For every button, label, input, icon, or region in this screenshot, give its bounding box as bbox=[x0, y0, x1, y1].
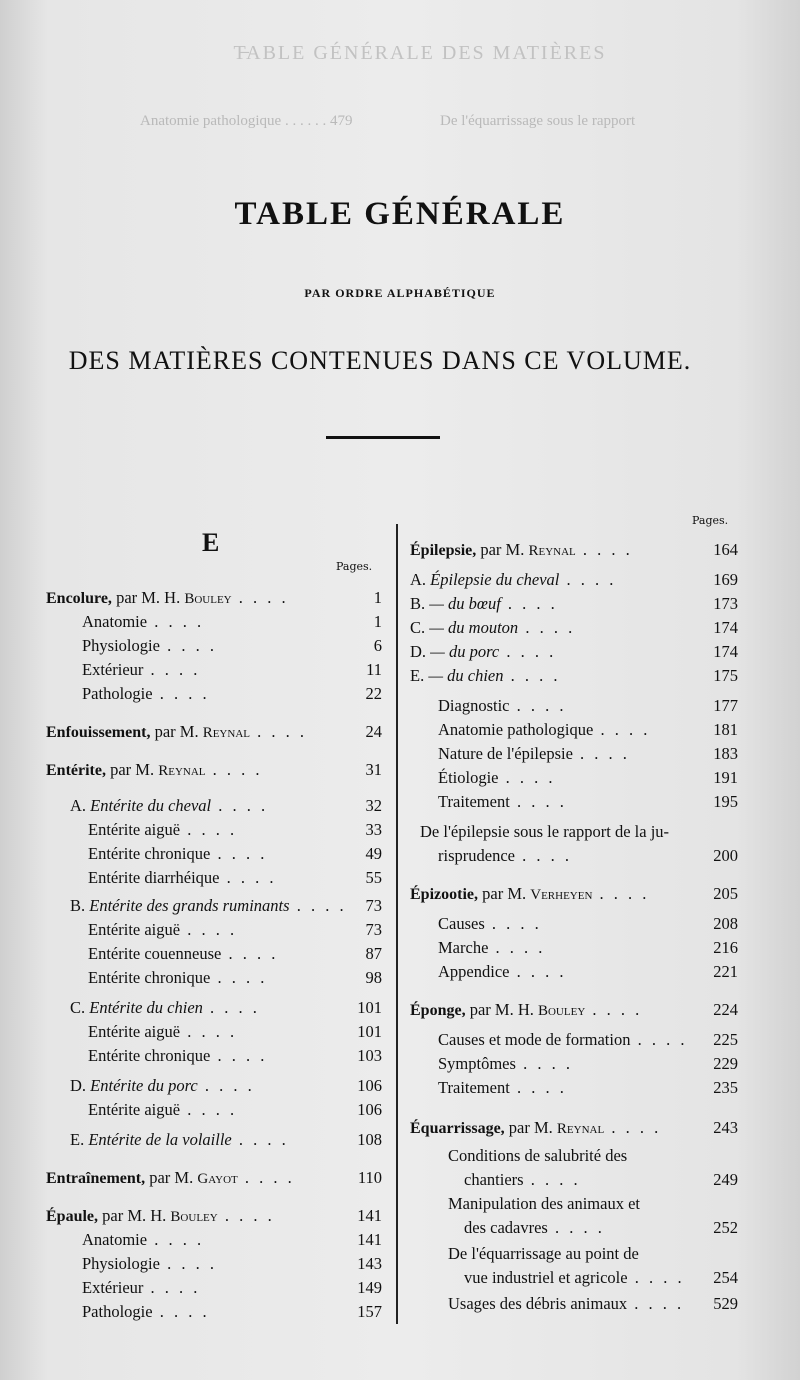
entry-text: Anatomie bbox=[82, 612, 148, 631]
leader-dots: . . . . bbox=[509, 696, 567, 715]
page-number: 141 bbox=[357, 1230, 382, 1249]
page-number: 55 bbox=[365, 868, 382, 887]
right-index-entry bbox=[438, 914, 542, 934]
entry-text: Encolure, par M. H. Bouley bbox=[46, 588, 232, 607]
page-title: TABLE GÉNÉRALE bbox=[234, 196, 566, 232]
leader-dots: . . . . bbox=[143, 1278, 201, 1297]
page-number: 225 bbox=[713, 1030, 738, 1049]
pages-label-right: Pages. bbox=[692, 514, 729, 527]
right-index-entry bbox=[410, 594, 558, 614]
leader-dots: . . . . bbox=[593, 720, 651, 739]
page-number: 103 bbox=[357, 1046, 382, 1065]
page-number: 249 bbox=[713, 1170, 738, 1189]
page-number: 1 bbox=[373, 588, 382, 607]
leader-dots: . . . . bbox=[143, 660, 201, 679]
entry-text: Entérite chronique bbox=[88, 844, 211, 863]
leader-dots: . . . . bbox=[514, 846, 572, 865]
entry-text: A. Entérite du cheval bbox=[70, 796, 212, 815]
entry-text: Symptômes bbox=[438, 1054, 516, 1073]
entry-text: Épilepsie, par M. Reynal bbox=[410, 540, 576, 559]
entry-text: D. — du porc bbox=[410, 642, 500, 661]
page-number: 195 bbox=[713, 792, 738, 811]
entry-text: Entérite aiguë bbox=[88, 1100, 181, 1119]
entry-text: Causes et mode de formation bbox=[438, 1030, 631, 1049]
right-index-entry bbox=[438, 768, 556, 788]
page-number: 101 bbox=[357, 998, 382, 1017]
entry-text: Éponge, par M. H. Bouley bbox=[410, 1000, 586, 1019]
right-index-entry bbox=[438, 696, 567, 716]
entry-text: Entraînement, par M. Gayot bbox=[46, 1168, 238, 1187]
entry-text: De l'épilepsie sous le rapport de la ju- bbox=[420, 822, 670, 841]
entry-text: Pathologie bbox=[82, 684, 153, 703]
page-number: 49 bbox=[365, 844, 382, 863]
page-number: 177 bbox=[713, 696, 738, 715]
page-number: 174 bbox=[713, 618, 738, 637]
leader-dots: . . . . bbox=[205, 760, 263, 779]
leader-dots: . . . . bbox=[221, 944, 279, 963]
page-number: 229 bbox=[713, 1054, 738, 1073]
entry-text: Pathologie bbox=[82, 1302, 153, 1321]
entry-text: E. — du chien bbox=[410, 666, 504, 685]
page-subtitle: PAR ORDRE ALPHABÉTIQUE bbox=[304, 286, 496, 300]
page-number: 73 bbox=[365, 920, 382, 939]
page-number: 149 bbox=[357, 1278, 382, 1297]
leader-dots: . . . . bbox=[585, 1000, 643, 1019]
page-number: 106 bbox=[357, 1076, 382, 1095]
page-number: 174 bbox=[713, 642, 738, 661]
right-index-entry bbox=[410, 540, 633, 560]
page-number: 191 bbox=[713, 768, 738, 787]
entry-text: Traitement bbox=[438, 792, 510, 811]
leader-dots: . . . . bbox=[630, 1030, 688, 1049]
entry-text: B. — du bœuf bbox=[410, 594, 501, 613]
entry-text: Physiologie bbox=[82, 636, 160, 655]
entry-text: Causes bbox=[438, 914, 485, 933]
entry-text: Entérite chronique bbox=[88, 968, 211, 987]
leader-dots: . . . . bbox=[152, 1302, 210, 1321]
right-index-entry bbox=[438, 962, 566, 982]
page-number: 216 bbox=[713, 938, 738, 957]
page-number: 108 bbox=[357, 1130, 382, 1149]
page-number: 106 bbox=[357, 1100, 382, 1119]
leader-dots: . . . . bbox=[289, 896, 347, 915]
entry-text: Manipulation des animaux et bbox=[448, 1194, 640, 1213]
right-index-entry bbox=[410, 570, 616, 590]
page-number: 141 bbox=[357, 1206, 382, 1225]
leader-dots: . . . . bbox=[180, 920, 238, 939]
leader-dots: . . . . bbox=[503, 666, 561, 685]
leader-dots: . . . . bbox=[575, 540, 633, 559]
page-number: 24 bbox=[365, 722, 382, 741]
page-number: 6 bbox=[373, 636, 382, 655]
page-number: 33 bbox=[365, 820, 382, 839]
leader-dots: . . . . bbox=[202, 998, 260, 1017]
right-index-entry bbox=[438, 1078, 567, 1098]
right-index-entry bbox=[438, 744, 630, 764]
right-index-entry bbox=[464, 1268, 685, 1288]
page-number: 110 bbox=[357, 1168, 382, 1187]
leader-dots: . . . . bbox=[211, 796, 269, 815]
leader-dots: . . . . bbox=[627, 1268, 685, 1287]
entry-text: Épaule, par M. H. Bouley bbox=[46, 1206, 218, 1225]
entry-text: Enfouissement, par M. Reynal bbox=[46, 722, 250, 741]
entry-text: Entérite chronique bbox=[88, 1046, 211, 1065]
page-number: 164 bbox=[713, 540, 738, 559]
leader-dots: . . . . bbox=[515, 1054, 573, 1073]
page-number: 157 bbox=[357, 1302, 382, 1321]
leader-dots: . . . . bbox=[509, 1078, 567, 1097]
entry-text: Appendice bbox=[438, 962, 510, 981]
entry-text: De l'équarrissage au point de bbox=[448, 1244, 639, 1263]
entry-text: C. — du mouton bbox=[410, 618, 519, 637]
page-number: 224 bbox=[713, 1000, 738, 1019]
leader-dots: . . . . bbox=[627, 1294, 685, 1313]
entry-text: Anatomie bbox=[82, 1230, 148, 1249]
page-number: 254 bbox=[713, 1268, 738, 1287]
entry-text: B. Entérite des grands ruminants bbox=[70, 896, 290, 915]
leader-dots: . . . . bbox=[547, 1218, 605, 1237]
right-index-entry bbox=[438, 720, 650, 740]
page-number: 235 bbox=[713, 1078, 738, 1097]
page-number: 205 bbox=[713, 884, 738, 903]
right-index-entry bbox=[448, 1244, 639, 1264]
page-number: 101 bbox=[357, 1022, 382, 1041]
right-index-entry bbox=[420, 822, 669, 842]
leader-dots: . . . . bbox=[210, 844, 268, 863]
entry-text: Entérite aiguë bbox=[88, 920, 181, 939]
leader-dots: . . . . bbox=[231, 1130, 289, 1149]
page-number: 87 bbox=[365, 944, 382, 963]
right-index-entry bbox=[438, 1054, 573, 1074]
entry-text: C. Entérite du chien bbox=[70, 998, 203, 1017]
right-index-entry bbox=[410, 1000, 642, 1020]
page-number: 73 bbox=[365, 896, 382, 915]
entry-text: Équarrissage, par M. Reynal bbox=[410, 1118, 605, 1137]
page-number: 22 bbox=[365, 684, 382, 703]
leader-dots: . . . . bbox=[559, 570, 617, 589]
entry-text: E. Entérite de la volaille bbox=[70, 1130, 232, 1149]
section-letter: E bbox=[202, 528, 220, 557]
entry-text: Extérieur bbox=[82, 660, 144, 679]
right-index-entry bbox=[448, 1194, 640, 1214]
page-number: 208 bbox=[713, 914, 738, 933]
entry-text: Entérite, par M. Reynal bbox=[46, 760, 206, 779]
entry-text: Entérite aiguë bbox=[88, 1022, 181, 1041]
right-index-entry bbox=[448, 1294, 684, 1314]
entry-text: Diagnostic bbox=[438, 696, 510, 715]
page-number: 169 bbox=[713, 570, 738, 589]
leader-dots: . . . . bbox=[152, 684, 210, 703]
leader-dots: . . . . bbox=[180, 1022, 238, 1041]
leader-dots: . . . . bbox=[147, 1230, 205, 1249]
page-number: 32 bbox=[365, 796, 382, 815]
leader-dots: . . . . bbox=[219, 868, 277, 887]
leader-dots: . . . . bbox=[523, 1170, 581, 1189]
right-index-entry bbox=[438, 1030, 687, 1050]
entry-text: vue industriel et agricole bbox=[464, 1268, 628, 1287]
right-index-entry bbox=[464, 1170, 581, 1190]
leader-dots: . . . . bbox=[237, 1168, 295, 1187]
page-number: 173 bbox=[713, 594, 738, 613]
entry-text: Traitement bbox=[438, 1078, 510, 1097]
entry-text: D. Entérite du porc bbox=[70, 1076, 198, 1095]
page-number: 252 bbox=[713, 1218, 738, 1237]
entry-text: Physiologie bbox=[82, 1254, 160, 1273]
leader-dots: . . . . bbox=[210, 1046, 268, 1065]
page-number: 143 bbox=[357, 1254, 382, 1273]
show-through-header: T̶ABLE GÉNÉRALE DES MATIÈRES bbox=[233, 42, 607, 64]
leader-dots: . . . . bbox=[159, 1254, 217, 1273]
leader-dots: . . . . bbox=[498, 768, 556, 787]
right-index-entry bbox=[410, 1118, 661, 1138]
right-index-entry bbox=[438, 846, 572, 866]
pages-label-left: Pages. bbox=[336, 560, 373, 573]
leader-dots: . . . . bbox=[180, 820, 238, 839]
entry-text: risprudence bbox=[438, 846, 515, 865]
leader-dots: . . . . bbox=[488, 938, 546, 957]
leader-dots: . . . . bbox=[217, 1206, 275, 1225]
right-index-entry bbox=[410, 884, 649, 904]
entry-text: Conditions de salubrité des bbox=[448, 1146, 628, 1165]
page-number: 183 bbox=[713, 744, 738, 763]
leader-dots: . . . . bbox=[592, 884, 650, 903]
page-number: 200 bbox=[713, 846, 738, 865]
leader-dots: . . . . bbox=[499, 642, 557, 661]
right-index-entry bbox=[410, 666, 561, 686]
entry-text: Extérieur bbox=[82, 1278, 144, 1297]
page-number: 243 bbox=[713, 1118, 738, 1137]
show-through-text: Anatomie pathologique . . . . . . 479 bbox=[140, 113, 353, 129]
page-title-secondary: DES MATIÈRES CONTENUES DANS CE VOLUME. bbox=[68, 346, 692, 375]
page-number: 221 bbox=[713, 962, 738, 981]
entry-text: Nature de l'épilepsie bbox=[438, 744, 573, 763]
page-number: 175 bbox=[713, 666, 738, 685]
leader-dots: . . . . bbox=[159, 636, 217, 655]
entry-text: Anatomie pathologique bbox=[438, 720, 594, 739]
entry-text: Marche bbox=[438, 938, 489, 957]
leader-dots: . . . . bbox=[518, 618, 576, 637]
right-index-entry bbox=[438, 792, 567, 812]
leader-dots: . . . . bbox=[509, 792, 567, 811]
leader-dots: . . . . bbox=[509, 962, 567, 981]
page-number: 31 bbox=[365, 760, 382, 779]
entry-text: des cadavres bbox=[464, 1218, 548, 1237]
leader-dots: . . . . bbox=[231, 588, 289, 607]
page-number: 11 bbox=[366, 660, 382, 679]
leader-dots: . . . . bbox=[180, 1100, 238, 1119]
page-number: 1 bbox=[373, 612, 382, 631]
entry-text: Entérite aiguë bbox=[88, 820, 181, 839]
page-number: 98 bbox=[365, 968, 382, 987]
entry-text: Étiologie bbox=[438, 768, 499, 787]
leader-dots: . . . . bbox=[572, 744, 630, 763]
entry-text: chantiers bbox=[464, 1170, 524, 1189]
entry-text: A. Épilepsie du cheval bbox=[410, 570, 560, 589]
leader-dots: . . . . bbox=[500, 594, 558, 613]
page-number: 181 bbox=[713, 720, 738, 739]
entry-text: Entérite couenneuse bbox=[88, 944, 222, 963]
entry-text: Épizootie, par M. Verheyen bbox=[410, 884, 593, 903]
leader-dots: . . . . bbox=[249, 722, 307, 741]
leader-dots: . . . . bbox=[484, 914, 542, 933]
right-index-entry bbox=[464, 1218, 605, 1238]
leader-dots: . . . . bbox=[604, 1118, 662, 1137]
entry-text: Usages des débris animaux bbox=[448, 1294, 628, 1313]
right-index-entry bbox=[438, 938, 545, 958]
right-index-entry bbox=[410, 618, 575, 638]
leader-dots: . . . . bbox=[147, 612, 205, 631]
leader-dots: . . . . bbox=[197, 1076, 255, 1095]
right-index-entry bbox=[448, 1146, 627, 1166]
show-through-text: De l'équarrissage sous le rapport bbox=[440, 113, 636, 129]
page-number: 529 bbox=[713, 1294, 738, 1313]
leader-dots: . . . . bbox=[210, 968, 268, 987]
right-index-entry bbox=[410, 642, 556, 662]
entry-text: Entérite diarrhéique bbox=[88, 868, 220, 887]
